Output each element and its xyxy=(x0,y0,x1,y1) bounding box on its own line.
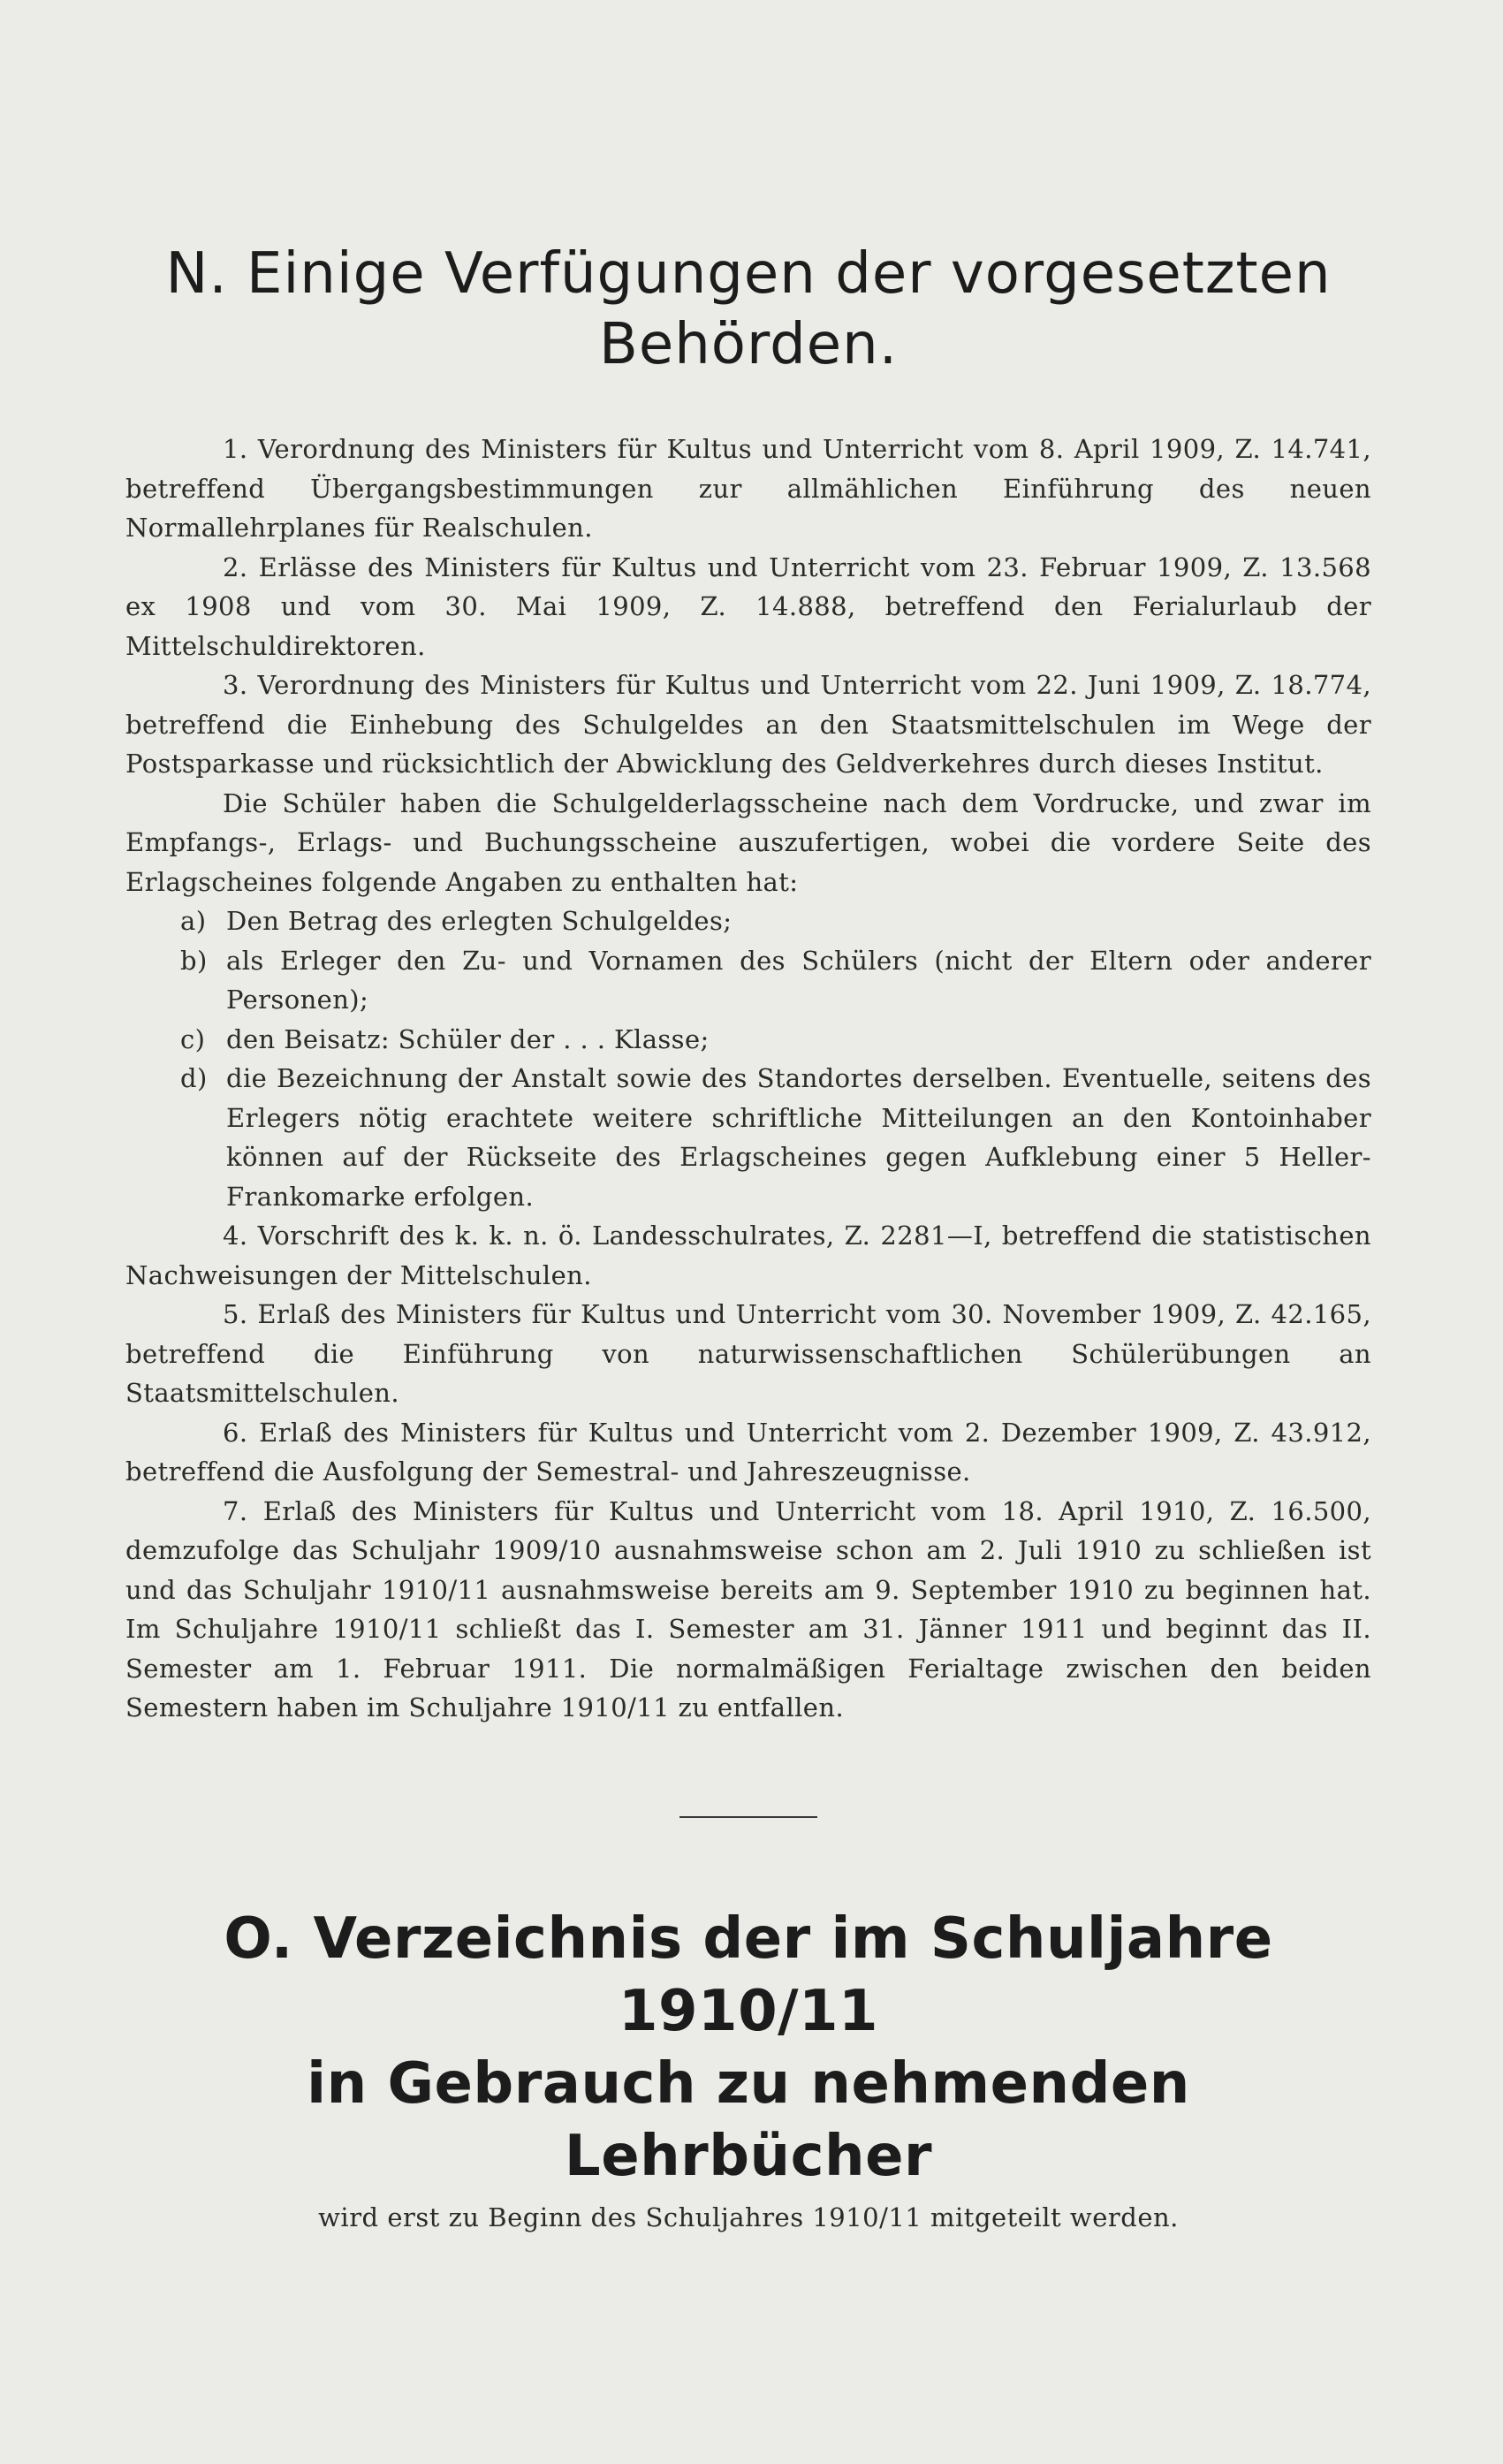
decree-item-2: 2. Erlässe des Ministers für Kultus und Unterricht vom 23. Februar 1909, Z. 13.568 ex 1908 und vom 30. Mai 1909, Z. 14.888, betreffend den Ferialurlaub der Mittelschuldirektoren. xyxy=(125,551,1371,661)
decree-item-3-detail: Die Schüler haben die Schulgelderlagsscheine nach dem Vordrucke, und zwar im Empfangs-, Erlags- und Buchungsscheine auszufertigen, wobei die vordere Seite des Erlagscheines folgende Angaben zu enthalten hat: xyxy=(125,787,1371,897)
page xyxy=(125,239,1371,2237)
list-item xyxy=(125,1059,1371,1216)
list-item xyxy=(125,1020,1371,1060)
list-marker: b) xyxy=(180,945,208,976)
decree-item-4: 4. Vorschrift des k. k. n. ö. Landesschulrates, Z. 2281—I, betreffend die statistischen Nachweisungen der Mittelschulen. xyxy=(125,1221,1371,1290)
section-o-title-line-1: O. Verzeichnis der im Schuljahre 1910/11 xyxy=(224,1905,1273,2044)
list-item-text: die Bezeichnung der Anstalt sowie des Standortes derselben. Eventuelle, seitens des Erlegers nötig erachtete weitere schriftliche Mitteilungen an den Kontoinhaber können auf der Rückseite des Erlagscheines gegen Aufklebung einer 5 Heller-Frankomarke erfolgen. xyxy=(226,1063,1371,1212)
decree-item-5: 5. Erlaß des Ministers für Kultus und Unterricht vom 30. November 1909, Z. 42.165, betreffend die Einführung von naturwissenschaftlichen Schülerübungen an Staatsmittelschulen. xyxy=(125,1299,1371,1408)
decree-item-7: 7. Erlaß des Ministers für Kultus und Unterricht vom 18. April 1910, Z. 16.500, demzufolge das Schuljahr 1909/10 ausnahmsweise schon am 2. Juli 1910 zu schließen ist und das Schuljahr 1910/11 ausnahmsweise bereits am 9. September 1910 zu beginnen hat. Im Schuljahre 1910/11 schließt das I. Semester am 31. Jänner 1911 und beginnt das II. Semester am 1. Februar 1911. Die normalmäßigen Ferialtage zwischen den beiden Semestern haben im Schuljahre 1910/11 zu entfallen. xyxy=(125,1495,1371,1723)
section-n-title: N. Einige Verfügungen der vorgesetzten Behörden. xyxy=(165,241,1332,377)
list-marker: a) xyxy=(180,906,207,936)
list-marker: d) xyxy=(180,1063,208,1093)
decree-item-3-list xyxy=(125,901,1371,1216)
list-marker: c) xyxy=(180,1023,206,1054)
list-item xyxy=(125,941,1371,1020)
decree-item-1: 1. Verordnung des Ministers für Kultus und Unterricht vom 8. April 1909, Z. 14.741, betreffend Übergangsbestimmungen zur allmählichen Einführung des neuen Normallehrplanes für Realschulen. xyxy=(125,434,1371,543)
list-item xyxy=(125,901,1371,941)
section-o-title xyxy=(125,1903,1371,2193)
section-o-note: wird erst zu Beginn des Schuljahres 1910/11 mitgeteilt werden. xyxy=(318,2202,1179,2232)
section-n-body xyxy=(125,430,1371,1728)
list-item-text: Den Betrag des erlegten Schulgeldes; xyxy=(226,906,733,936)
list-item-text: den Beisatz: Schüler der . . . Klasse; xyxy=(226,1023,710,1054)
section-divider xyxy=(679,1816,817,1818)
decree-item-3: 3. Verordnung des Ministers für Kultus und Unterricht vom 22. Juni 1909, Z. 18.774, betreffend die Einhebung des Schulgeldes an den Staatsmittelschulen im Wege der Postsparkasse und rücksichtlich der Abwicklung des Geldverkehres durch dieses Institut. xyxy=(125,670,1371,779)
decree-item-6: 6. Erlaß des Ministers für Kultus und Unterricht vom 2. Dezember 1909, Z. 43.912, betreffend die Ausfolgung der Semestral- und Jahreszeugnisse. xyxy=(125,1417,1371,1487)
section-o-title-line-2: in Gebrauch zu nehmenden Lehrbücher xyxy=(307,2050,1190,2189)
list-item-text: als Erleger den Zu- und Vornamen des Schülers (nicht der Eltern oder anderer Personen); xyxy=(226,945,1371,1015)
